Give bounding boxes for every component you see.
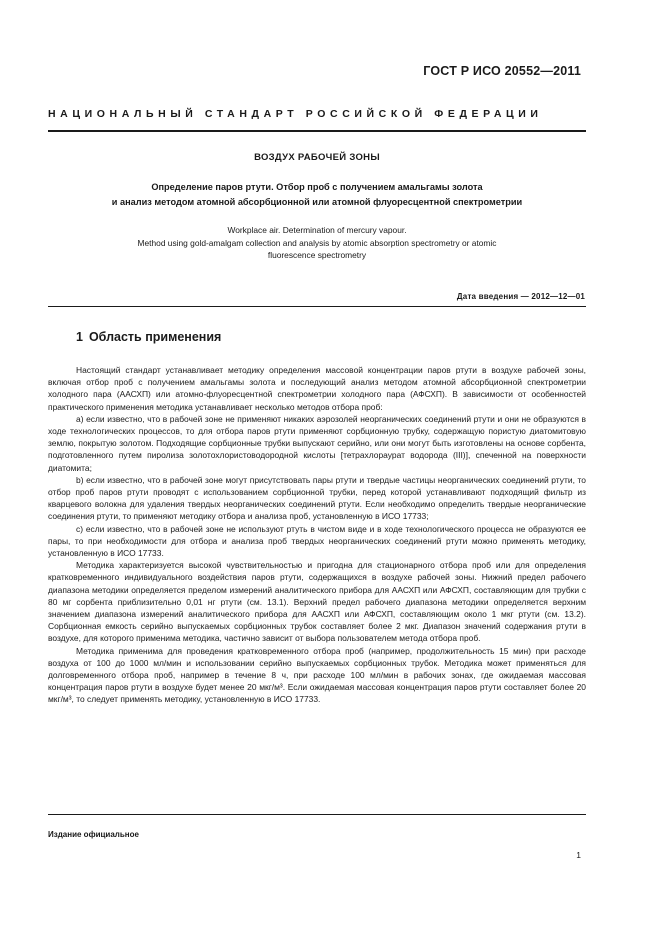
edition-note: Издание официальное (48, 830, 139, 839)
paragraph-item-c: с) если известно, что в рабочей зоне не используют ртуть в чистом виде и в ходе технологического процесса не образуются ее пары, то при необходимости для отбора и анализа проб твердых неорганических соединений ртути можно применять методику, установленную в ИСО 17733. (48, 523, 586, 559)
english-title-line-2: Method using gold-amalgam collection and analysis by atomic absorption spectrometry or atomic (137, 237, 497, 248)
paragraph-applicability: Методика применима для проведения кратковременного отбора проб (например, продолжительность 15 мин) при расходе воздуха от 100 до 1000 мл/мин и использовании серийно выпускаемых сорбционных трубок. Методика может применяться для долговременного отбора проб, например в течение 8 ч, при расходе 100 мл/мин в рабочих зонах, где ожидаемая массовая концентрация паров ртути в воздухе будет менее 20 мкг/м³. Если ожидаемая массовая концентрация паров ртути составляет более 20 мкг/м³, то следует применять методику, установленную в ИСО 17733. (48, 645, 586, 705)
section-title: Область применения (88, 330, 222, 344)
section-body (48, 364, 586, 706)
subtitle-line-1: Определение паров ртути. Отбор проб с получением амальгамы золота (151, 182, 483, 192)
paragraph-item-b: b) если известно, что в рабочей зоне могут присутствовать пары ртути и твердые частицы неорганических соединений ртути, то отбор проб паров ртути проводят с использованием сорбционной трубки, перед которой устанавливают подходящий фильтр из кварцевого волокна для удаления твердых неорганических соединений ртути. Если необходимо определить твердые неорганические соединения ртути, то применяют методику отбора и анализа проб, установленную в ИСО 17733; (48, 474, 586, 522)
english-title-line-1: Workplace air. Determination of mercury vapour. (227, 225, 407, 235)
page-number: 1 (576, 850, 581, 860)
paragraph-intro: Настоящий стандарт устанавливает методику определения массовой концентрации паров ртути в воздухе рабочей зоны, включая отбор проб с получением амальгамы золота и последующий анализ методом атомной абсорбционной спектрометрии холодного пара (ААСХП) или атомно-флуоресцентной спектрометрии холодного пара (АФСХП). В зависимости от особенностей практического применения методика устанавливает несколько методов отбора проб: (48, 365, 586, 412)
paragraph-sensitivity: Методика характеризуется высокой чувствительностью и пригодна для стационарного отбора проб или для определения кратковременного индивидуального воздействия паров ртути, содержащихся в воздухе рабочей зоны. Нижний предел рабочего диапазона методики определяется пределом измерений аналитического прибора для ААСХП или АФСХП, составляющим для трубки с 80 мг сорбента приблизительно 0,01 нг ртути (см. 13.1). Верхний предел рабочего диапазона методики определяется верхним значением диапазона измерений аналитического прибора для ААСХП или АФСХП, составляющим около 1 мкг ртути (см. 13.2). Сорбционная емкость серийно выпускаемых сорбционных трубок составляет более 2 мкг. Диапазон значений содержания ртути в воздухе, для которого применима методика, частично зависит от выбора пользователем метода отбора проб. (48, 560, 586, 644)
introduction-date: Дата введения — 2012—12—01 (456, 292, 585, 301)
national-standard-banner: НАЦИОНАЛЬНЫЙ СТАНДАРТ РОССИЙСКОЙ ФЕДЕРАЦИИ (48, 108, 543, 120)
document-title: ВОЗДУХ РАБОЧЕЙ ЗОНЫ (254, 152, 380, 163)
footer-divider (48, 814, 586, 815)
document-code: ГОСТ Р ИСО 20552—2011 (423, 64, 581, 78)
section-number: 1 (76, 330, 83, 344)
header-divider (48, 130, 586, 132)
paragraph-item-a: а) если известно, что в рабочей зоне не применяют никаких аэрозолей неорганических соединений ртути и они не образуются в ходе технологических процессов, то для отбора паров ртути применяют сорбционную трубку, содержащую пористую диатомитовую землю, покрытую золотом. Подходящие сорбционные трубки выпускают серийно, или они могут быть изготовлены на основе сорбента, подготовленного путем пиролиза золотохлористоводородной кислоты [тетрахлораурат водорода (III)], спеченной на поверхности диатомита; (48, 413, 586, 473)
subtitle-line-2: и анализ методом атомной абсорбционной или атомной флуоресцентной спектрометрии (111, 197, 523, 207)
section-heading (76, 330, 221, 344)
english-title-line-3: fluorescence spectrometry (267, 250, 367, 260)
document-subtitle (48, 180, 586, 210)
date-divider (48, 306, 586, 307)
english-title (48, 224, 586, 262)
